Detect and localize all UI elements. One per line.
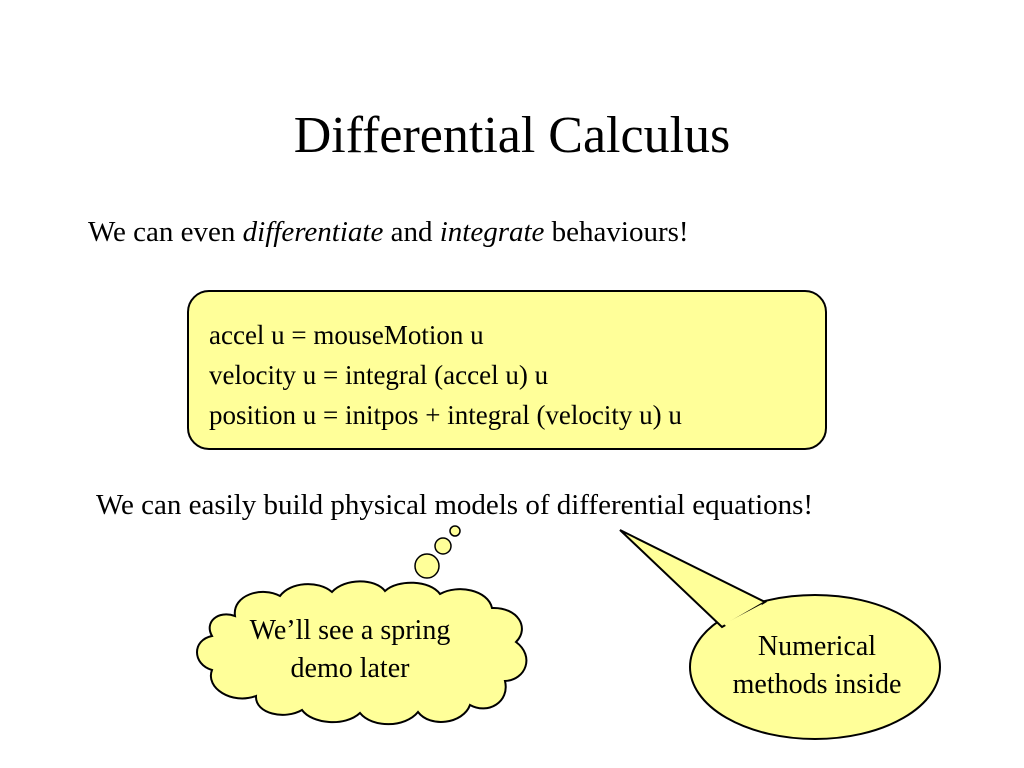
callout-pointer (620, 530, 765, 627)
callout-line-1: Numerical (757, 631, 877, 662)
callout-line-2: methods inside (732, 669, 902, 700)
code-line-velocity: velocity u = integral (accel u) u (209, 360, 549, 390)
intro-emphasis-differentiate: differentiate (242, 216, 384, 248)
thought-dot-medium (435, 538, 451, 554)
intro-suffix: behaviours! (544, 216, 689, 248)
code-box (187, 290, 827, 450)
intro-emphasis-integrate: integrate (439, 216, 545, 248)
thought-bubble-line-1: We’ll see a spring (249, 615, 451, 646)
intro-mid: and (383, 216, 440, 248)
paragraph-physical-models: We can easily build physical models of differential equations! (96, 489, 814, 521)
thought-bubble-text (210, 612, 490, 688)
code-line-position: position u = initpos + integral (velocity u) u (209, 400, 682, 430)
thought-dot-large (415, 554, 439, 578)
slide-title: Differential Calculus (293, 107, 731, 164)
intro-prefix: We can even (88, 216, 243, 248)
code-line-accel: accel u = mouseMotion u (209, 320, 484, 350)
thought-bubble-line-2: demo later (290, 653, 410, 684)
callout-text (692, 628, 942, 704)
intro-text (88, 212, 689, 252)
thought-dot-small (450, 526, 460, 536)
